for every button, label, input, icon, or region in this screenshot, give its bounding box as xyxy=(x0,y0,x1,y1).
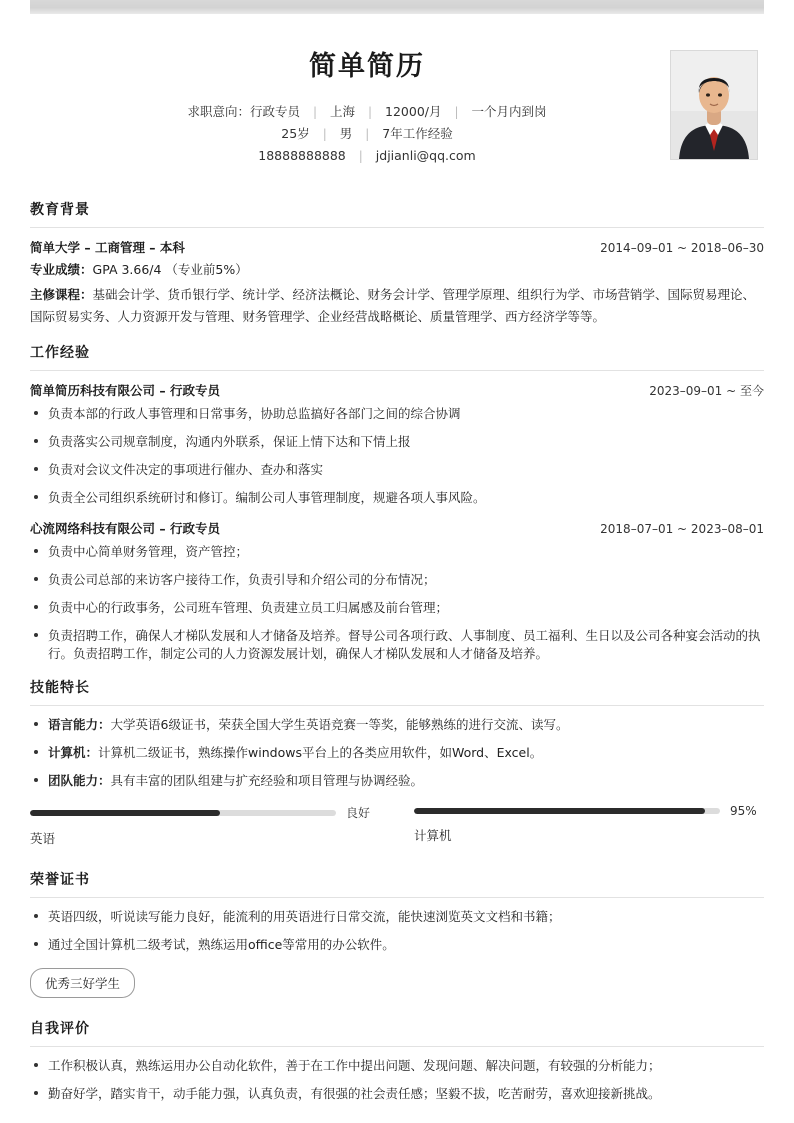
divider xyxy=(30,370,764,371)
skill-value: 大学英语6级证书，荣获全国大学生英语竞赛一等奖，能够熟练的进行交流、读写。 xyxy=(110,717,569,732)
list-item xyxy=(30,744,764,762)
experience-date: 2023–09–01 ~ 至今 xyxy=(649,384,764,398)
resume-content xyxy=(0,14,794,1123)
progress-fill xyxy=(414,808,705,814)
progress-fill xyxy=(30,810,220,816)
education-entry xyxy=(30,238,764,328)
list-item: 负责中心简单财务管理，资产管控； xyxy=(30,543,764,561)
skill-label: 语言能力： xyxy=(48,717,111,732)
list-item: 负责对会议文件决定的事项进行催办、查办和落实 xyxy=(30,461,764,479)
list-item: 勤奋好学，踏实肯干，动手能力强，认真负责，有很强的社会责任感；坚毅不拔，吃苦耐劳，喜欢迎接新挑战。 xyxy=(30,1085,764,1103)
entry-head xyxy=(30,238,764,256)
meta-divider: | xyxy=(367,105,373,119)
section-education xyxy=(30,199,764,328)
honors-bullets xyxy=(30,908,764,954)
education-gpa-label: 专业成绩： xyxy=(30,262,93,277)
skill-value: 计算机二级证书，熟练操作windows平台上的各类应用软件，如Word、Excel。 xyxy=(98,745,543,760)
experience-entry xyxy=(30,519,764,663)
entry-head xyxy=(30,381,764,399)
list-item: 负责全公司组织系统研讨和修订。编制公司人事管理制度，规避各项人事风险。 xyxy=(30,489,764,507)
experience-entry xyxy=(30,381,764,507)
meta-salary: 12000/月 xyxy=(385,104,442,119)
skill-bar-english xyxy=(30,804,380,847)
meta-line-1 xyxy=(30,101,704,123)
section-title-education: 教育背景 xyxy=(30,202,90,218)
skills-bullets xyxy=(30,716,764,790)
section-self-evaluation xyxy=(30,1018,764,1103)
header-meta xyxy=(30,101,764,167)
list-item: 负责招聘工作，确保人才梯队发展和人才储备及培养。督导公司各项行政、人事制度、员工福利、生日以及公司各种宴会活动的执行。负责招聘工作，制定公司的人力资源发展计划，确保人才梯队发展和人才储备及培养。 xyxy=(30,627,764,663)
meta-line-3 xyxy=(30,145,704,167)
divider xyxy=(30,705,764,706)
list-item: 负责落实公司规章制度，沟通内外联系，保证上情下达和下情上报 xyxy=(30,433,764,451)
meta-availability: 一个月内到岗 xyxy=(471,104,547,119)
education-courses-value: 基础会计学、货币银行学、统计学、经济法概论、财务会计学、管理学原理、组织行为学、市场营销学、国际贸易理论、国际贸易实务、人力资源开发与管理、财务管理学、企业经营战略概论、质量管理学、西方经济学等等。 xyxy=(30,287,756,324)
top-decorative-band xyxy=(30,0,764,14)
bar-value: 良好 xyxy=(346,806,371,820)
skill-value: 具有丰富的团队组建与扩充经验和项目管理与协调经验。 xyxy=(110,773,424,788)
self-evaluation-bullets xyxy=(30,1057,764,1103)
meta-divider: | xyxy=(365,127,370,141)
meta-divider: | xyxy=(358,149,363,163)
list-item xyxy=(30,716,764,734)
skill-bar-computer xyxy=(414,804,764,847)
education-courses xyxy=(30,284,764,328)
meta-age: 25岁 xyxy=(281,126,310,141)
education-courses-label: 主修课程： xyxy=(30,287,93,302)
meta-job-intent: 求职意向：行政专员 xyxy=(187,104,300,119)
list-item: 负责中心的行政事务，公司班车管理、负责建立员工归属感及前台管理； xyxy=(30,599,764,617)
section-honors xyxy=(30,869,764,998)
education-gpa xyxy=(30,259,764,281)
section-skills xyxy=(30,677,764,847)
education-school: 简单大学 – 工商管理 – 本科 xyxy=(30,240,185,255)
meta-years-experience: 7年工作经验 xyxy=(382,126,453,141)
list-item xyxy=(30,772,764,790)
meta-email: jdjianli@qq.com xyxy=(375,148,476,163)
section-experience xyxy=(30,342,764,663)
section-title-honors: 荣誉证书 xyxy=(30,872,90,888)
experience-bullets xyxy=(30,405,764,507)
status-badge: 优秀三好学生 xyxy=(30,968,135,998)
bar-value: 95% xyxy=(730,804,757,818)
page-title: 简单简历 xyxy=(309,51,425,82)
skill-bars xyxy=(30,804,764,847)
divider xyxy=(30,227,764,228)
education-date: 2014–09–01 ~ 2018–06–30 xyxy=(600,241,764,255)
section-title-experience: 工作经验 xyxy=(30,345,90,361)
divider xyxy=(30,897,764,898)
bar-label: 英语 xyxy=(30,831,56,846)
progress-track xyxy=(414,808,720,814)
bar-row xyxy=(414,804,764,818)
meta-divider: | xyxy=(312,105,317,119)
section-title-self-evaluation: 自我评价 xyxy=(30,1021,90,1037)
meta-gender: 男 xyxy=(339,126,353,141)
list-item: 负责公司总部的来访客户接待工作，负责引导和介绍公司的分布情况； xyxy=(30,571,764,589)
meta-phone: 18888888888 xyxy=(258,148,346,163)
education-gpa-value: GPA 3.66/4 （专业前5%） xyxy=(92,262,248,277)
progress-track xyxy=(30,810,336,816)
experience-company: 简单简历科技有限公司 – 行政专员 xyxy=(30,383,220,398)
bar-row xyxy=(30,804,380,821)
section-title-skills: 技能特长 xyxy=(30,680,90,696)
meta-divider: | xyxy=(322,127,327,141)
meta-city: 上海 xyxy=(329,104,355,119)
list-item: 英语四级，听说读写能力良好，能流利的用英语进行日常交流，能快速浏览英文文档和书籍； xyxy=(30,908,764,926)
meta-line-2 xyxy=(30,123,704,145)
experience-date: 2018–07–01 ~ 2023–08–01 xyxy=(600,522,764,536)
list-item: 通过全国计算机二级考试，熟练运用office等常用的办公软件。 xyxy=(30,936,764,954)
avatar xyxy=(670,50,758,160)
experience-bullets xyxy=(30,543,764,663)
bar-label: 计算机 xyxy=(414,828,452,843)
divider xyxy=(30,1046,764,1047)
meta-divider: | xyxy=(454,105,459,119)
entry-head xyxy=(30,519,764,537)
experience-company: 心流网络科技有限公司 – 行政专员 xyxy=(30,521,220,536)
skill-label: 团队能力： xyxy=(48,773,111,788)
skill-label: 计算机： xyxy=(48,745,99,760)
list-item: 负责本部的行政人事管理和日常事务，协助总监搞好各部门之间的综合协调 xyxy=(30,405,764,423)
resume-header xyxy=(30,14,764,185)
list-item: 工作积极认真，熟练运用办公自动化软件，善于在工作中提出问题、发现问题、解决问题，有较强的分析能力； xyxy=(30,1057,764,1075)
honor-tags xyxy=(30,968,764,998)
